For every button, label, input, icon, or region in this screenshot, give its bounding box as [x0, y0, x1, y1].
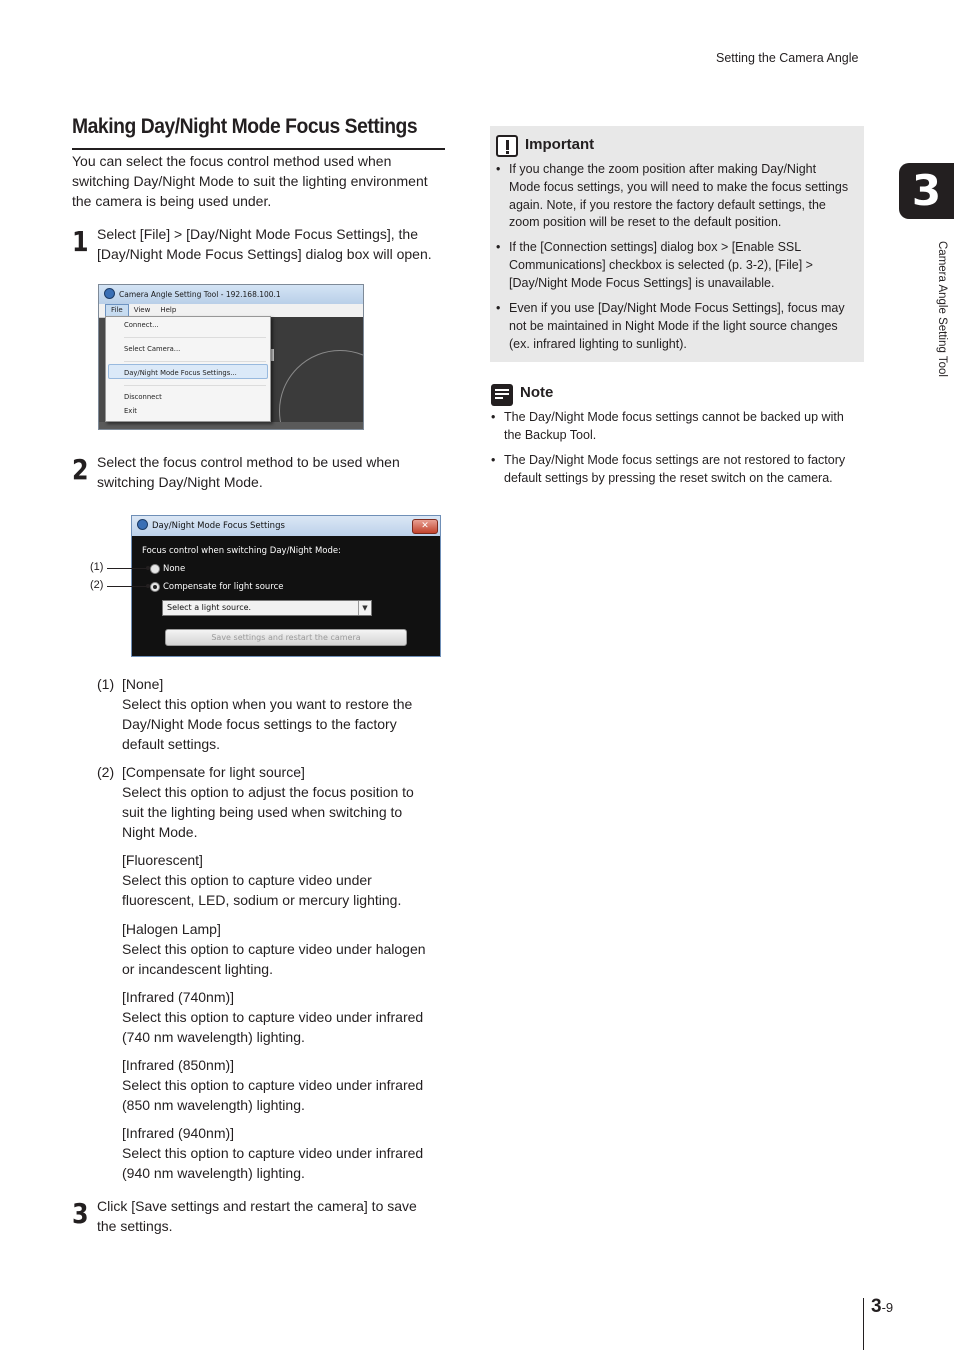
important-item — [509, 239, 861, 292]
option-desc-line: suit the lighting being used when switching to — [122, 804, 403, 820]
light-source-infrared-940 — [122, 1123, 452, 1183]
focus-control-label: Focus control when switching Day/Night Mode: — [142, 546, 341, 556]
light-source-desc-line: Select this option to capture video under halogen — [122, 941, 426, 957]
menu-item-disconnect[interactable]: Disconnect — [124, 393, 162, 401]
step-line: Click [Save settings and restart the camera] to save — [97, 1198, 417, 1214]
light-source-desc-line: Select this option to capture video under infrared — [122, 1145, 424, 1161]
important-heading: Important — [525, 136, 595, 153]
important-line: Mode focus settings, you will need to make the focus settings — [509, 179, 849, 194]
menu-item-select-camera[interactable]: Select Camera... — [124, 345, 181, 353]
important-line: again. Note, if you restore the factory default settings, the — [509, 197, 826, 212]
light-source-desc-line: or incandescent lighting. — [122, 961, 273, 977]
chapter-tab: 3 — [899, 163, 954, 219]
camera-app-icon — [104, 288, 115, 299]
page-chapter: 3 — [871, 1296, 882, 1317]
screenshot-focus-dialog — [131, 515, 441, 657]
chapter-side-label: Camera Angle Setting Tool — [936, 241, 948, 377]
menu-item-day-night-focus[interactable]: Day/Night Mode Focus Settings... — [124, 369, 237, 377]
light-source-title: [Infrared (740nm)] — [122, 989, 235, 1005]
important-line: [Day/Night Mode Focus Settings] is unavailable. — [509, 275, 775, 290]
important-icon-dot — [506, 151, 509, 154]
file-dropdown-menu — [105, 316, 271, 422]
step-line: [Day/Night Mode Focus Settings] dialog box will open. — [97, 246, 432, 262]
menu-separator — [124, 361, 266, 362]
page-sub: -9 — [881, 1300, 894, 1315]
page-rule — [863, 1298, 864, 1350]
menu-separator — [124, 385, 266, 386]
callout-dot-1 — [146, 566, 150, 570]
step-number: 3 — [72, 1197, 89, 1230]
section-title: Making Day/Night Mode Focus Settings — [72, 115, 418, 138]
option-compensate-block — [122, 762, 452, 842]
step-line: switching Day/Night Mode. — [97, 474, 263, 490]
step-text — [97, 224, 447, 264]
important-item — [509, 300, 861, 353]
step-number: 1 — [72, 225, 89, 258]
option-desc-line: Day/Night Mode focus settings to the factory — [122, 716, 397, 732]
light-source-desc-line: fluorescent, LED, sodium or mercury lighting. — [122, 892, 402, 908]
light-source-title: [Infrared (940nm)] — [122, 1125, 235, 1141]
important-item — [509, 161, 861, 232]
menu-view[interactable]: View — [133, 306, 151, 314]
intro-line: the camera is being used under. — [72, 193, 272, 209]
note-icon — [491, 384, 513, 406]
note-line: The Day/Night Mode focus settings are not restored to factory — [504, 453, 846, 467]
important-line: (ex. infrared lighting to sunlight). — [509, 336, 687, 351]
step-text — [97, 1196, 447, 1236]
light-source-infrared-740 — [122, 987, 452, 1047]
light-source-title: [Infrared (850nm)] — [122, 1057, 235, 1073]
radio-compensate[interactable] — [150, 582, 160, 592]
dialog-titlebar — [132, 516, 440, 536]
bottom-strip — [99, 422, 363, 429]
note-icon-line — [495, 397, 503, 399]
light-source-title: [Fluorescent] — [122, 852, 203, 868]
light-source-select[interactable] — [162, 600, 372, 616]
bullet-icon: • — [491, 410, 496, 424]
step-number: 2 — [72, 453, 89, 486]
window-titlebar — [99, 285, 363, 304]
menu-file[interactable]: File — [105, 304, 129, 317]
important-line: If you change the zoom position after making Day/Night — [509, 162, 817, 176]
light-source-title: [Halogen Lamp] — [122, 921, 221, 937]
bullet-icon: • — [491, 453, 496, 467]
option-desc-line: default settings. — [122, 736, 221, 752]
light-source-fluorescent — [122, 850, 452, 910]
callout-dot-2 — [146, 584, 150, 588]
intro-line: switching Day/Night Mode to suit the lighting environment — [72, 173, 428, 189]
step-line: Select the focus control method to be used when — [97, 454, 400, 470]
light-source-desc-line: (740 nm wavelength) lighting. — [122, 1029, 305, 1045]
callout-line-2 — [107, 586, 149, 587]
option-desc-line: Select this option when you want to restore the — [122, 696, 413, 712]
menu-help[interactable]: Help — [160, 306, 177, 314]
option-desc-line: Night Mode. — [122, 824, 198, 840]
radio-none-label: None — [163, 564, 186, 574]
menu-item-exit[interactable]: Exit — [124, 407, 137, 415]
important-line: Communications] checkbox is selected (p. 3-2), [File] > — [509, 257, 813, 272]
callout-line-1 — [107, 568, 149, 569]
page-number — [871, 1296, 893, 1318]
note-line: The Day/Night Mode focus settings cannot be backed up with — [504, 410, 844, 424]
light-source-infrared-850 — [122, 1055, 452, 1115]
light-source-desc-line: Select this option to capture video under — [122, 872, 372, 888]
note-icon-line — [495, 389, 509, 391]
step-line: the settings. — [97, 1218, 173, 1234]
callout-label-2: (2) — [90, 579, 104, 591]
important-line: not be maintained in Night Mode if the light source changes — [509, 318, 838, 333]
light-source-desc-line: (850 nm wavelength) lighting. — [122, 1097, 305, 1113]
option-number: (1) — [97, 676, 115, 692]
note-icon-line — [495, 393, 509, 395]
light-source-select-value: Select a light source. — [167, 603, 252, 612]
close-button[interactable]: ✕ — [412, 519, 438, 534]
light-source-halogen — [122, 919, 452, 979]
radio-none[interactable] — [150, 564, 160, 574]
option-none-block — [122, 674, 452, 754]
running-header: Setting the Camera Angle — [716, 51, 859, 65]
save-restart-button[interactable]: Save settings and restart the camera — [165, 629, 407, 646]
step-line: Select [File] > [Day/Night Mode Focus Settings], the — [97, 226, 418, 242]
bullet-icon: • — [496, 301, 501, 315]
important-line: If the [Connection settings] dialog box > [Enable SSL — [509, 240, 802, 254]
callout-label-1: (1) — [90, 561, 104, 573]
note-line: default settings by pressing the reset switch on the camera. — [504, 470, 833, 485]
option-title: [Compensate for light source] — [122, 764, 305, 780]
option-title: [None] — [122, 676, 164, 692]
radio-compensate-label: Compensate for light source — [163, 582, 284, 592]
step-text — [97, 452, 447, 492]
important-line: Even if you use [Day/Night Mode Focus Settings], focus may — [509, 301, 845, 315]
dialog-title: Day/Night Mode Focus Settings — [152, 521, 285, 531]
option-number: (2) — [97, 764, 115, 780]
menu-item-connect[interactable]: Connect... — [124, 321, 159, 329]
important-icon-bar — [506, 140, 509, 150]
menu-separator — [124, 337, 266, 338]
screenshot-file-menu — [98, 284, 364, 430]
section-intro — [72, 151, 447, 211]
section-rule — [72, 148, 445, 150]
option-desc-line: Select this option to adjust the focus position to — [122, 784, 414, 800]
camera-app-icon — [137, 519, 148, 530]
light-source-desc-line: Select this option to capture video under infrared — [122, 1009, 424, 1025]
note-item — [504, 409, 864, 445]
light-source-desc-line: (940 nm wavelength) lighting. — [122, 1165, 305, 1181]
note-heading: Note — [520, 384, 554, 401]
important-line: zoom position will be reset to the default position. — [509, 215, 782, 230]
dropdown-arrow-icon: ▼ — [358, 601, 371, 615]
bullet-icon: • — [496, 240, 501, 254]
bullet-icon: • — [496, 162, 501, 176]
light-source-desc-line: Select this option to capture video under infrared — [122, 1077, 424, 1093]
window-title: Camera Angle Setting Tool - 192.168.100.1 — [119, 290, 281, 299]
important-icon — [496, 135, 518, 157]
note-item — [504, 452, 864, 488]
intro-line: You can select the focus control method used when — [72, 153, 392, 169]
note-line: the Backup Tool. — [504, 427, 597, 442]
